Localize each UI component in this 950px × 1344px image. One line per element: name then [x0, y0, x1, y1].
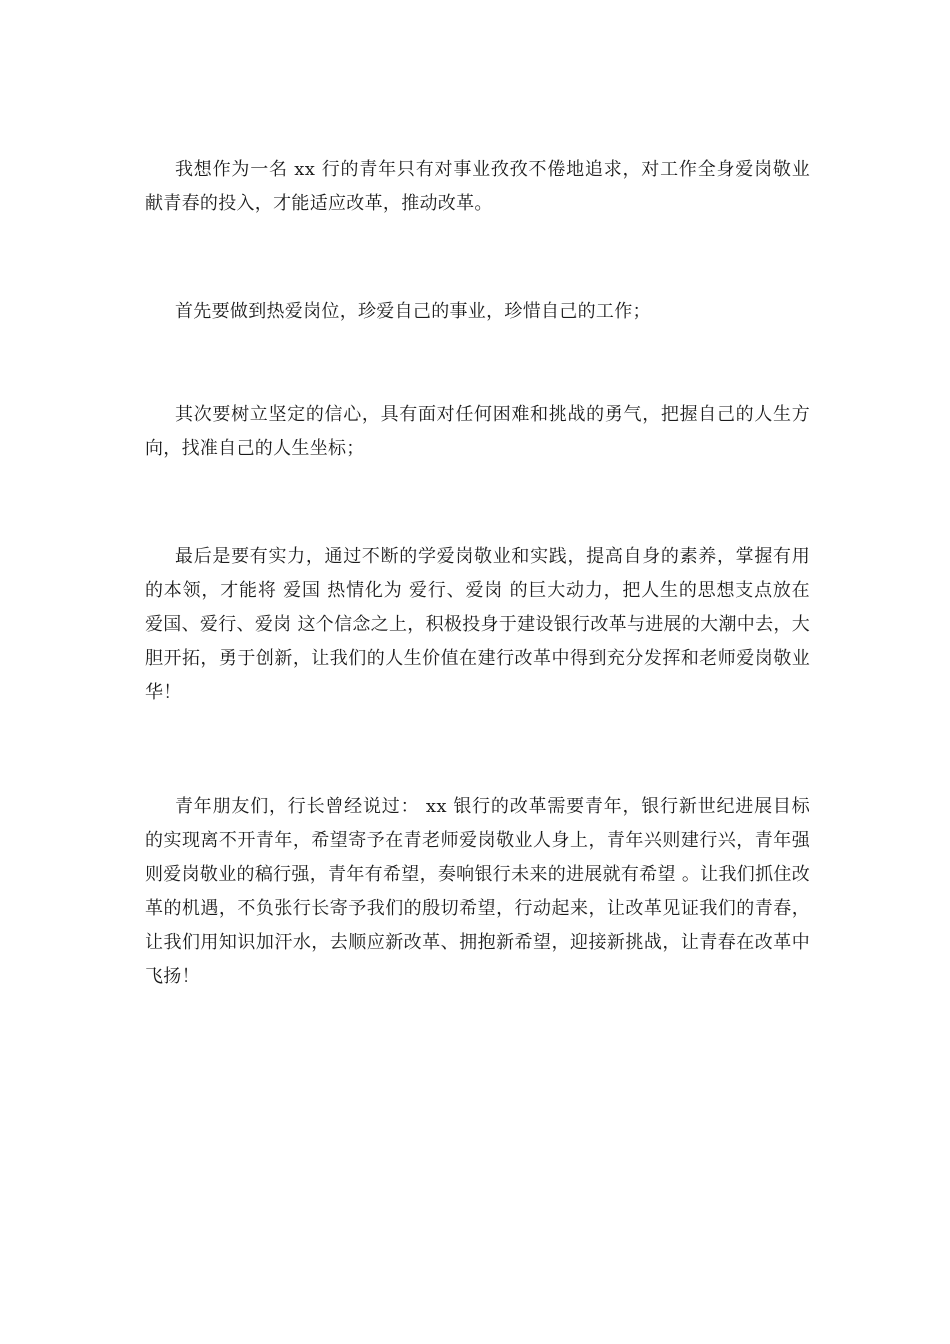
paragraph-4: 最后是要有实力，通过不断的学爱岗敬业和实践，提高自身的素养，掌握有用的本领，才能将 爱国 热情化为 爱行、爱岗 的巨大动力，把人生的思想支点放在 爱国、爱行、爱岗 这个信念之上，积极投身于建设银行改革与进展的大潮中去，大胆开拓，勇于创新，让我们的人生价值在建行改革中得到充分发挥和老师爱岗敬业华！	[145, 546, 810, 703]
paragraph-5: 青年朋友们，行长曾经说过： xx 银行的改革需要青年，银行新世纪进展目标的实现离不开青年，希望寄予在青老师爱岗敬业人身上，青年兴则建行兴，青年强则爱岗敬业的稿行强，青年有希望，奏响银行未来的进展就有希望 。让我们抓住改革的机遇，不负张行长寄予我们的殷切希望，行动起来，让改革见证我们的青春，让我们用知识加汗水，去顺应新改革、拥抱新希望，迎接新挑战，让青春在改革中飞扬！	[145, 796, 810, 987]
paragraph-1: 我想作为一名 xx 行的青年只有对事业孜孜不倦地追求，对工作全身爱岗敬业献青春的投入，才能适应改革，推动改革。	[145, 159, 810, 214]
paragraph-2: 首先要做到热爱岗位，珍爱自己的事业，珍惜自己的工作；	[175, 301, 651, 322]
paragraph-3: 其次要树立坚定的信心，具有面对任何困难和挑战的勇气，把握自己的人生方向，找准自己的人生坐标；	[145, 404, 810, 459]
